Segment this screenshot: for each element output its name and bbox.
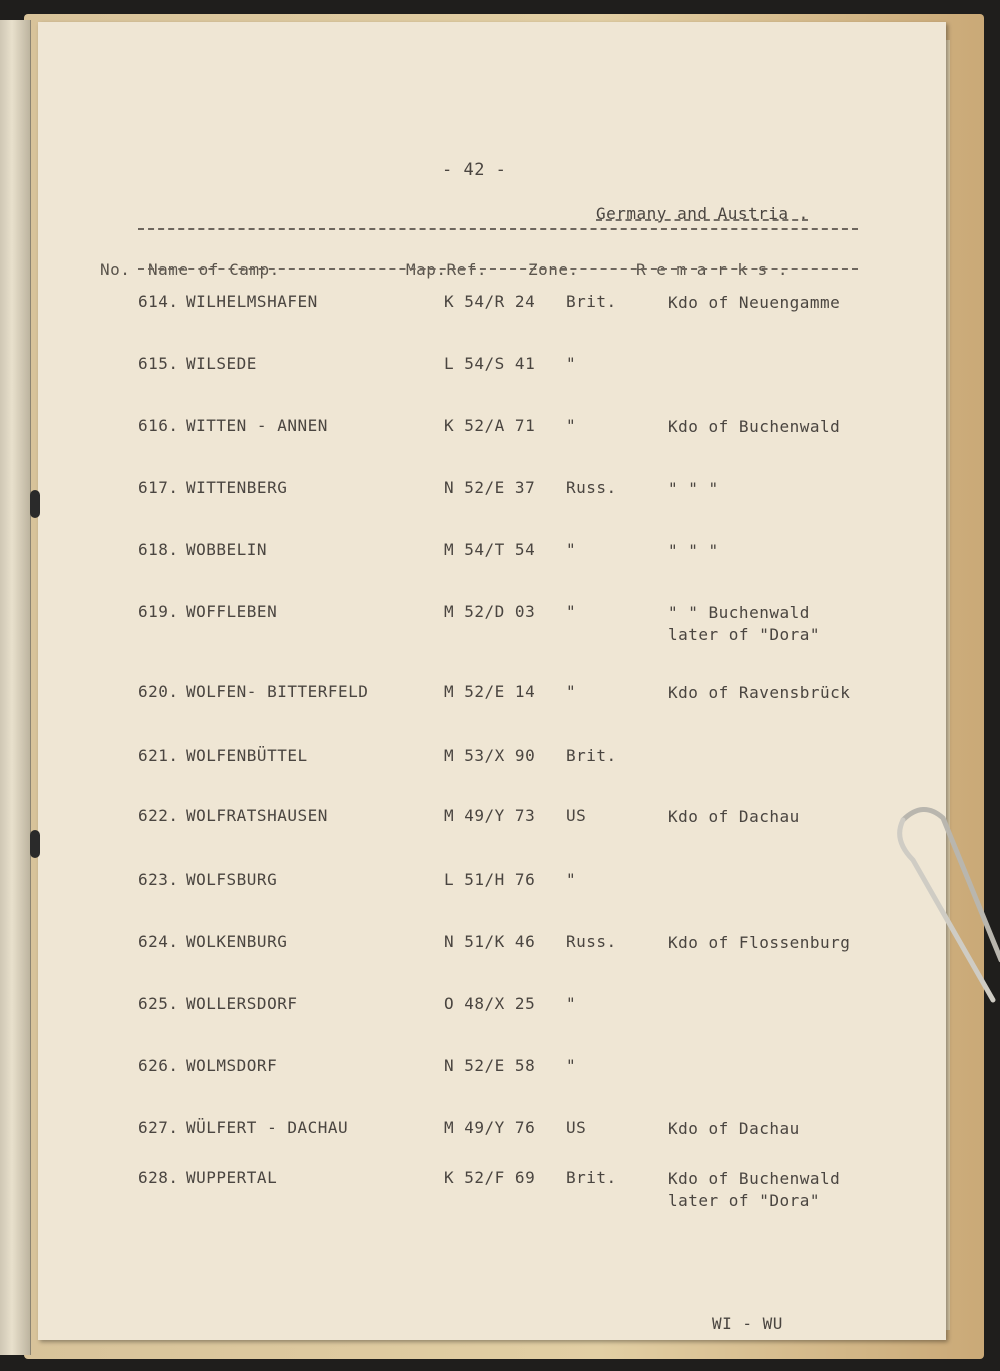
punch-hole	[30, 490, 40, 518]
map-reference: M 49/Y 76	[444, 1118, 536, 1137]
row-number: 624.	[138, 932, 179, 951]
row-number: 618.	[138, 540, 179, 559]
remarks	[668, 806, 800, 828]
table-row	[38, 806, 946, 866]
remarks	[668, 540, 719, 562]
camp-name: WOLFRATSHAUSEN	[186, 806, 328, 825]
zone: Brit.	[566, 746, 617, 765]
row-number: 627.	[138, 1118, 179, 1137]
remarks	[668, 1168, 840, 1212]
map-reference: L 54/S 41	[444, 354, 536, 373]
remarks-line: Kdo of Ravensbrück	[668, 683, 851, 702]
map-reference: N 52/E 37	[444, 478, 536, 497]
zone: Brit.	[566, 292, 617, 311]
row-number: 621.	[138, 746, 179, 765]
map-reference: M 54/T 54	[444, 540, 536, 559]
remarks	[668, 416, 840, 438]
row-number: 615.	[138, 354, 179, 373]
map-reference: N 51/K 46	[444, 932, 536, 951]
remarks-line: " " "	[668, 541, 719, 560]
remarks	[668, 682, 850, 704]
camp-name: WOFFLEBEN	[186, 602, 278, 621]
remarks	[668, 292, 840, 314]
zone: "	[566, 870, 577, 889]
header-remarks: R e m a r k s .	[636, 260, 788, 279]
remarks	[668, 1118, 800, 1140]
row-number: 614.	[138, 292, 179, 311]
table-row	[38, 870, 946, 930]
zone: "	[566, 540, 577, 559]
zone: "	[566, 602, 577, 621]
row-number: 625.	[138, 994, 179, 1013]
camp-name: WITTEN - ANNEN	[186, 416, 328, 435]
camp-name: WOLFENBÜTTEL	[186, 746, 308, 765]
table-row	[38, 416, 946, 476]
table-row	[38, 994, 946, 1054]
zone: Russ.	[566, 932, 617, 951]
row-number: 622.	[138, 806, 179, 825]
row-number: 623.	[138, 870, 179, 889]
remarks-line: " " Buchenwald	[668, 603, 810, 622]
zone: US	[566, 1118, 587, 1137]
remarks	[668, 932, 850, 954]
zone: "	[566, 416, 577, 435]
remarks-line: Kdo of Buchenwald	[668, 417, 841, 436]
remarks-line: later of "Dora"	[668, 1191, 820, 1210]
row-number: 617.	[138, 478, 179, 497]
camp-name: WOLLERSDORF	[186, 994, 298, 1013]
table-row	[38, 1056, 946, 1116]
row-number: 626.	[138, 1056, 179, 1075]
camp-name: WOLFSBURG	[186, 870, 278, 889]
page-number: - 42 -	[442, 160, 507, 180]
zone: "	[566, 1056, 577, 1075]
table-row	[38, 478, 946, 538]
remarks-line: later of "Dora"	[668, 625, 820, 644]
camp-name: WILHELMSHAFEN	[186, 292, 318, 311]
map-reference: L 51/H 76	[444, 870, 536, 889]
camp-name: WOLFEN- BITTERFELD	[186, 682, 369, 701]
table-row	[38, 932, 946, 992]
row-number: 616.	[138, 416, 179, 435]
remarks-line: Kdo of Neuengamme	[668, 293, 841, 312]
header-rule-top	[138, 228, 858, 230]
header-map-ref: Map.Ref.	[406, 260, 488, 279]
table-row	[38, 540, 946, 600]
header-no: No.	[100, 260, 131, 279]
header-zone: Zone.	[528, 260, 579, 279]
header-name: Name of Camp.	[148, 260, 280, 279]
region-title: Germany and Austria .	[596, 204, 809, 223]
remarks	[668, 478, 719, 500]
camp-name: WILSEDE	[186, 354, 257, 373]
zone: Brit.	[566, 1168, 617, 1187]
row-number: 620.	[138, 682, 179, 701]
table-row	[38, 1168, 946, 1228]
remarks-line: Kdo of Flossenburg	[668, 933, 851, 952]
row-number: 628.	[138, 1168, 179, 1187]
table-row	[38, 602, 946, 662]
camp-name: WÜLFERT - DACHAU	[186, 1118, 349, 1137]
remarks-line: Kdo of Dachau	[668, 807, 800, 826]
map-reference: N 52/E 58	[444, 1056, 536, 1075]
table-row	[38, 292, 946, 352]
remarks	[668, 602, 820, 646]
map-reference: K 54/R 24	[444, 292, 536, 311]
punch-hole	[30, 830, 40, 858]
map-reference: M 52/E 14	[444, 682, 536, 701]
camp-name: WOLKENBURG	[186, 932, 288, 951]
map-reference: M 53/X 90	[444, 746, 536, 765]
map-reference: K 52/A 71	[444, 416, 536, 435]
table-row	[38, 682, 946, 742]
remarks-line: Kdo of Buchenwald	[668, 1169, 841, 1188]
zone: "	[566, 354, 577, 373]
map-reference: K 52/F 69	[444, 1168, 536, 1187]
remarks-line: " " "	[668, 479, 719, 498]
header-rule-bottom	[138, 268, 858, 270]
map-reference: O 48/X 25	[444, 994, 536, 1013]
zone: US	[566, 806, 587, 825]
remarks-line: Kdo of Dachau	[668, 1119, 800, 1138]
camp-name: WITTENBERG	[186, 478, 288, 497]
zone: Russ.	[566, 478, 617, 497]
map-reference: M 52/D 03	[444, 602, 536, 621]
map-reference: M 49/Y 73	[444, 806, 536, 825]
camp-name: WOLMSDORF	[186, 1056, 278, 1075]
table-row	[38, 354, 946, 414]
page-footer: WI - WU	[712, 1314, 783, 1333]
table-row	[38, 746, 946, 806]
zone: "	[566, 994, 577, 1013]
binding-spine	[0, 20, 31, 1355]
camp-name: WUPPERTAL	[186, 1168, 278, 1187]
document-page	[38, 22, 946, 1340]
camp-name: WOBBELIN	[186, 540, 268, 559]
paper-clip-icon	[893, 800, 1000, 1010]
row-number: 619.	[138, 602, 179, 621]
zone: "	[566, 682, 577, 701]
